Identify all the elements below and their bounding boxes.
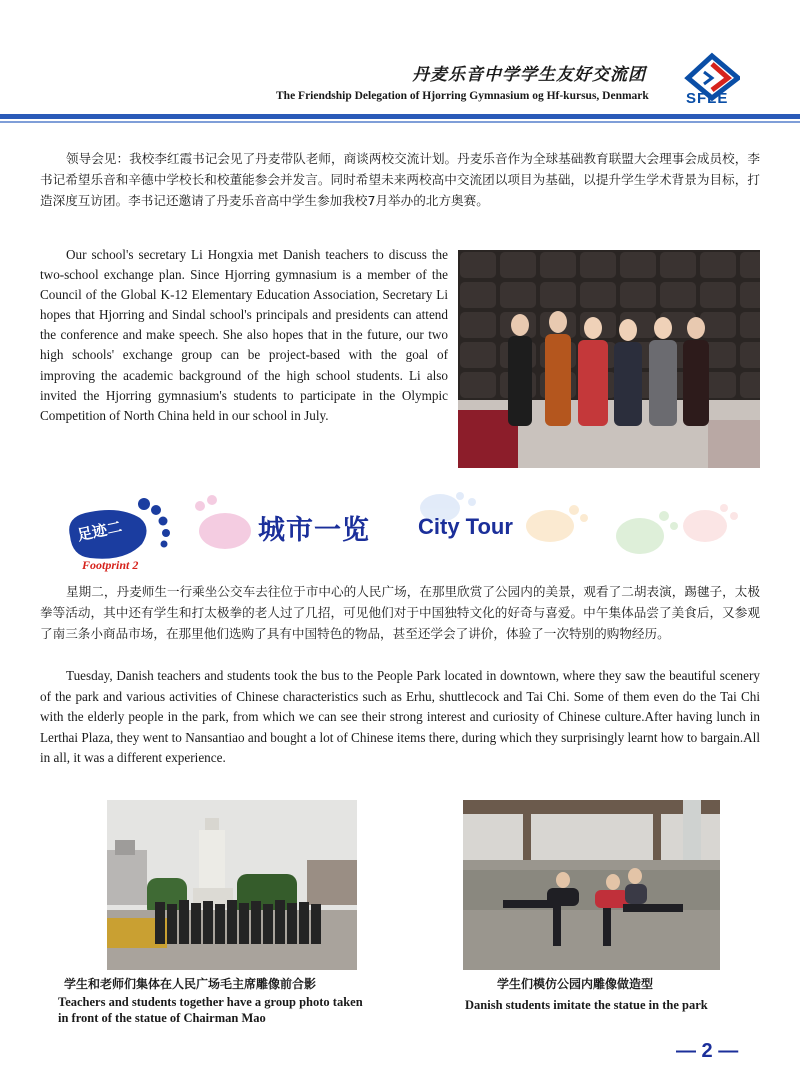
meeting-photo xyxy=(458,250,760,468)
city-tour-paragraph-en: Tuesday, Danish teachers and students took the bus to the People Park located in downtown, where they saw the beautiful scenery of the park and various activities of Chinese characteristics such as Erhu, shuttlecock and Tai Chi. Some of them even do the Tai Chi with the elderly people in the park, from which we can see their strong interest and curiosity of Chinese culture.After having lunch in Lerthai Plaza, they went to Nansantiao and bought a lot of Chinese items there, during which they surprisingly learnt how to bargain.All in all, it was a different experience. xyxy=(40,668,760,765)
header-rule xyxy=(0,114,800,119)
header-rule-thin xyxy=(0,121,800,123)
section-banner xyxy=(60,486,760,574)
group-photo-statue xyxy=(107,800,357,970)
page-number: — 2 — xyxy=(676,1040,739,1062)
caption-left-cn: 学生和老师们集体在人民广场毛主席雕像前合影 xyxy=(64,977,317,991)
caption-left-en-line1: Teachers and students together have a group photo taken xyxy=(58,995,363,1009)
section-title-en: City Tour xyxy=(418,514,513,539)
meeting-paragraph-en: Our school's secretary Li Hongxia met Danish teachers to discuss the two-school exchange plan. Since Hjorring gymnasium is a member of the Council of the Global K-12 Elementary Education Association, Secretary Li hopes that Hjorring and Sindal school's principals and presidents can attend the conference and make speech. She also hopes that in the future, our two high schools' exchange group can be project-based with the goal of improving the academic background of the high school students. Li also invited the Hjorring gymnasium's students to participate in the Olympic Competition of North China held in our school in July. xyxy=(40,247,448,423)
meeting-paragraph-cn: 领导会见：我校李红霞书记会见了丹麦带队老师，商谈两校交流计划。丹麦乐音作为全球基础教育联盟大会理事会成员校，李书记希望乐音和辛德中学校长和校董能参会并发言。同时希望未来两校高中交流团以项目为基础，以提升学生学术背景为目标，打造深度互访团。李书记还邀请了丹麦乐音高中学生参加我校7月举办的北方奥赛。 xyxy=(40,151,760,208)
header-title-en: The Friendship Delegation of Hjorring Gymnasium og Hf-kursus, Denmark xyxy=(276,90,649,102)
caption-right-en: Danish students imitate the statue in the park xyxy=(465,998,708,1012)
logo-text: SFLE xyxy=(686,90,729,107)
header-title-cn: 丹麦乐音中学学生友好交流团 xyxy=(412,65,646,84)
footprint-badge: 足迹二 xyxy=(75,517,124,545)
caption-left-en-line2: in front of the statue of Chairman Mao xyxy=(58,1011,266,1025)
footprint-label: Footprint 2 xyxy=(82,558,139,572)
caption-right-cn: 学生们模仿公园内雕像做造型 xyxy=(497,977,654,991)
section-title-cn: 城市一览 xyxy=(258,515,370,546)
students-imitate-statue-photo xyxy=(463,800,720,970)
city-tour-paragraph-cn: 星期二，丹麦师生一行乘坐公交车去往位于市中心的人民广场，在那里欣赏了公园内的美景，观看了二胡表演，踢毽子，太极拳等活动，其中还有学生和打太极拳的老人过了几招，可见他们对于中国独特文化的好奇与喜爱。中午集体品尝了美食后，又参观了南三条小商品市场，在那里他们选购了具有中国特色的物品，甚至还学会了讲价，体验了一次特别的购物经历。 xyxy=(40,584,760,641)
